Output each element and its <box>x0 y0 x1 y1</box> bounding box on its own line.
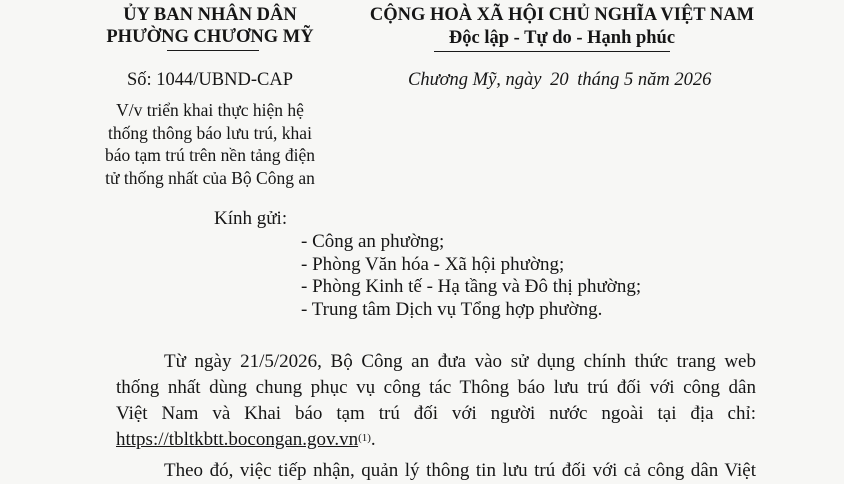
recipient-list <box>301 231 641 322</box>
place-and-date <box>408 71 711 90</box>
subject-block <box>80 99 340 189</box>
recipient-item: - Phòng Kinh tế - Hạ tầng và Đô thị phường; <box>301 276 642 298</box>
subject-line: báo tạm trú trên nền tảng điện <box>105 145 315 165</box>
recipient-item: - Phòng Văn hóa - Xã hội phường; <box>301 253 565 275</box>
issuing-authority: ỦY BAN NHÂN DÂN <box>123 5 297 25</box>
left-header-underline <box>167 50 259 51</box>
date-prefix: Chương Mỹ, ngày <box>408 70 542 90</box>
footnote-marker: (1) <box>358 432 371 444</box>
paragraph-line: Theo đó, việc tiếp nhận, quản lý thông tin lưu trú đối với cả công dân Việt <box>164 460 756 481</box>
subject-line: thống thông báo lưu trú, khai <box>108 122 312 143</box>
issuing-ward: PHƯỜNG CHƯƠNG MỸ <box>106 27 314 47</box>
body-paragraph-partial <box>116 458 756 484</box>
national-title: CỘNG HOÀ XÃ HỘI CHỦ NGHĨA VIỆT NAM <box>369 5 755 25</box>
date-suffix: tháng 5 năm 2026 <box>577 70 712 90</box>
paragraph-line: Việt Nam và Khai báo tạm trú đối với người nước ngoài tại địa chỉ: <box>116 403 756 424</box>
body-paragraph <box>116 349 756 453</box>
subject-line: tử thống nhất của Bộ Công an <box>105 167 315 188</box>
link-tail: . <box>370 429 376 450</box>
date-day: 20 <box>550 70 569 90</box>
portal-link[interactable]: https://tbltkbtt.bocongan.gov.vn <box>116 429 359 450</box>
national-motto: Độc lập - Tự do - Hạnh phúc <box>448 28 676 48</box>
recipient-item: - Trung tâm Dịch vụ Tổng hợp phường. <box>301 299 603 321</box>
subject-line: V/v triển khai thực hiện hệ <box>116 100 304 120</box>
motto-underline <box>434 51 670 52</box>
paragraph-line <box>116 427 756 453</box>
greeting: Kính gửi: <box>214 208 288 229</box>
recipient-item: - Công an phường; <box>301 231 445 252</box>
paragraph-line: Từ ngày 21/5/2026, Bộ Công an đưa vào sử dụng chính thức trang web <box>164 351 756 372</box>
paragraph-line: thống nhất dùng chung phục vụ công tác Thông báo lưu trú đối với công dân <box>116 377 756 398</box>
document-number: Số: 1044/UBND-CAP <box>126 70 293 90</box>
